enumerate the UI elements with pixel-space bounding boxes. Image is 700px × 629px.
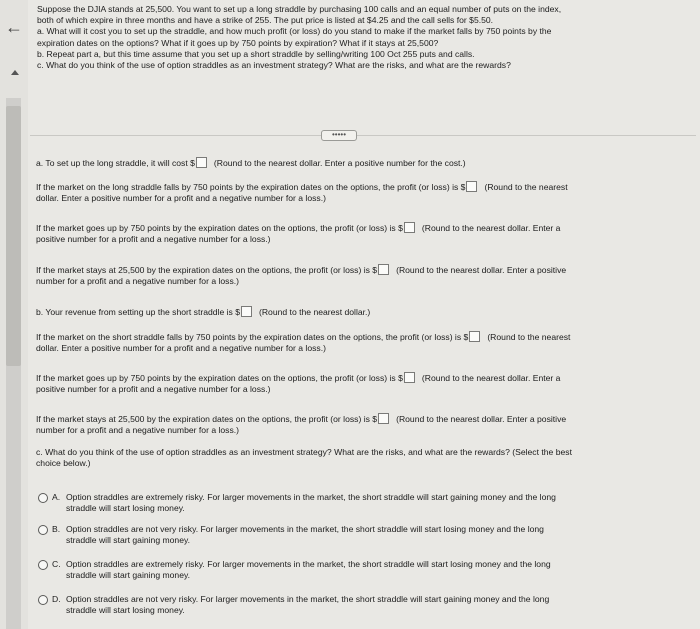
choice-text: straddle will start losing money.: [66, 503, 185, 514]
choice-text: Option straddles are extremely risky. For larger movements in the market, the short straddle will start gaining money and the long: [66, 492, 556, 502]
short-stays-row: [36, 413, 676, 437]
short-up-row: [36, 372, 676, 396]
choice-text: Option straddles are not very risky. For larger movements in the market, the short straddle will start gaining money and the long: [66, 594, 550, 604]
question-line: Suppose the DJIA stands at 25,500. You want to set up a long straddle by purchasing 100 calls and an equal number of puts on the index,: [37, 4, 562, 14]
choice-a[interactable]: [36, 492, 676, 515]
divider: [30, 130, 696, 142]
short-falls-hint: (Round to the nearest: [487, 332, 571, 342]
question-line: c. What do you think of the use of option straddles as an investment strategy? What are the risks, and what are the rewards?: [37, 60, 511, 71]
long-stays-label: If the market stays at 25,500 by the expiration dates on the options, the profit (or loss) is $: [36, 265, 378, 275]
part-c-line: c. What do you think of the use of option straddles as an investment strategy? What are the risks, and what are the rewards? (Select the best: [36, 447, 572, 457]
scrollbar-track[interactable]: [6, 98, 21, 629]
choice-letter: B.: [52, 524, 61, 534]
question-line: expiration dates on the options? What if it goes up by 750 points by expiration? What if it stays at 25,500?: [37, 37, 439, 48]
choice-text: straddle will start losing money.: [66, 605, 185, 616]
long-stays-row: [36, 264, 676, 288]
radio-d[interactable]: [38, 595, 48, 605]
long-falls-label: If the market on the long straddle falls by 750 points by the expiration dates on the options, the profit (or loss) is $: [36, 182, 466, 192]
left-rail: [0, 0, 28, 629]
part-c-line: choice below.): [36, 458, 91, 469]
short-stays-label: If the market stays at 25,500 by the expiration dates on the options, the profit (or loss) is $: [36, 414, 378, 424]
short-up-hint: (Round to the nearest dollar. Enter a: [421, 373, 561, 383]
short-revenue-label: b. Your revenue from setting up the short straddle is $: [36, 307, 240, 317]
short-revenue-input[interactable]: [241, 306, 252, 317]
radio-c[interactable]: [38, 560, 48, 570]
short-stays-hint: (Round to the nearest dollar. Enter a positive: [396, 414, 567, 424]
long-stays-hint-cont: number for a profit and a negative number for a loss.): [36, 276, 240, 287]
short-falls-label: If the market on the short straddle falls by 750 points by the expiration dates on the options, the profit (or loss) is $: [36, 332, 469, 342]
radio-a[interactable]: [38, 493, 48, 503]
question-line: both of which expire in three months and have a strike of 255. The put price is listed at $4.25 and the call sells for $5.50.: [37, 15, 494, 26]
divider-line: [30, 135, 696, 136]
long-up-label: If the market goes up by 750 points by the expiration dates on the options, the profit (or loss) is $: [36, 223, 403, 233]
short-falls-input[interactable]: [469, 331, 480, 342]
question-text: [37, 4, 677, 71]
expand-more-button[interactable]: •••••: [321, 130, 357, 141]
short-falls-hint-cont: dollar. Enter a positive number for a profit and a negative number for a loss.): [36, 343, 326, 354]
short-stays-input[interactable]: [378, 413, 389, 424]
choice-letter: A.: [52, 492, 61, 502]
choice-letter: D.: [52, 594, 61, 604]
long-up-hint-cont: positive number for a profit and a negative number for a loss.): [36, 234, 271, 245]
long-stays-input[interactable]: [378, 264, 389, 275]
choice-c[interactable]: [36, 559, 676, 582]
long-cost-input[interactable]: [196, 157, 207, 168]
choice-text: straddle will start gaining money.: [66, 535, 191, 546]
long-falls-hint: (Round to the nearest: [484, 182, 568, 192]
short-up-label: If the market goes up by 750 points by the expiration dates on the options, the profit (or loss) is $: [36, 373, 403, 383]
choice-text: Option straddles are not very risky. For larger movements in the market, the short straddle will start losing money and the long: [66, 524, 544, 534]
short-falls-row: [36, 331, 676, 355]
long-falls-input[interactable]: [466, 181, 477, 192]
short-stays-hint-cont: number for a profit and a negative number for a loss.): [36, 425, 240, 436]
scrollbar-thumb[interactable]: [6, 106, 21, 366]
long-up-row: [36, 222, 676, 246]
part-c-question: [36, 447, 676, 470]
short-revenue-hint: (Round to the nearest dollar.): [258, 307, 371, 317]
collapse-caret-icon[interactable]: [11, 70, 19, 75]
long-up-hint: (Round to the nearest dollar. Enter a: [421, 223, 561, 233]
long-cost-label: a. To set up the long straddle, it will cost $: [36, 158, 195, 168]
radio-b[interactable]: [38, 525, 48, 535]
long-up-input[interactable]: [404, 222, 415, 233]
question-line: b. Repeat part a, but this time assume that you set up a short straddle by selling/writing 100 Oct 255 puts and calls.: [37, 48, 475, 59]
choice-d[interactable]: [36, 594, 676, 617]
back-arrow-icon[interactable]: ←: [5, 17, 23, 37]
short-up-input[interactable]: [404, 372, 415, 383]
choice-b[interactable]: [36, 524, 676, 547]
long-stays-hint: (Round to the nearest dollar. Enter a positive: [396, 265, 567, 275]
short-up-hint-cont: positive number for a profit and a negative number for a loss.): [36, 384, 271, 395]
short-revenue-row: [36, 306, 676, 318]
long-falls-hint-cont: dollar. Enter a positive number for a profit and a negative number for a loss.): [36, 193, 326, 204]
long-falls-row: [36, 181, 676, 205]
question-line: a. What will it cost you to set up the straddle, and how much profit (or loss) do you stand to make if the market falls by 750 points by the: [37, 26, 552, 37]
long-cost-row: [36, 157, 676, 169]
choice-text: Option straddles are extremely risky. For larger movements in the market, the short straddle will start losing money and the long: [66, 559, 551, 569]
long-cost-hint: (Round to the nearest dollar. Enter a positive number for the cost.): [213, 158, 466, 168]
choice-letter: C.: [52, 559, 61, 569]
choice-text: straddle will start gaining money.: [66, 570, 191, 581]
